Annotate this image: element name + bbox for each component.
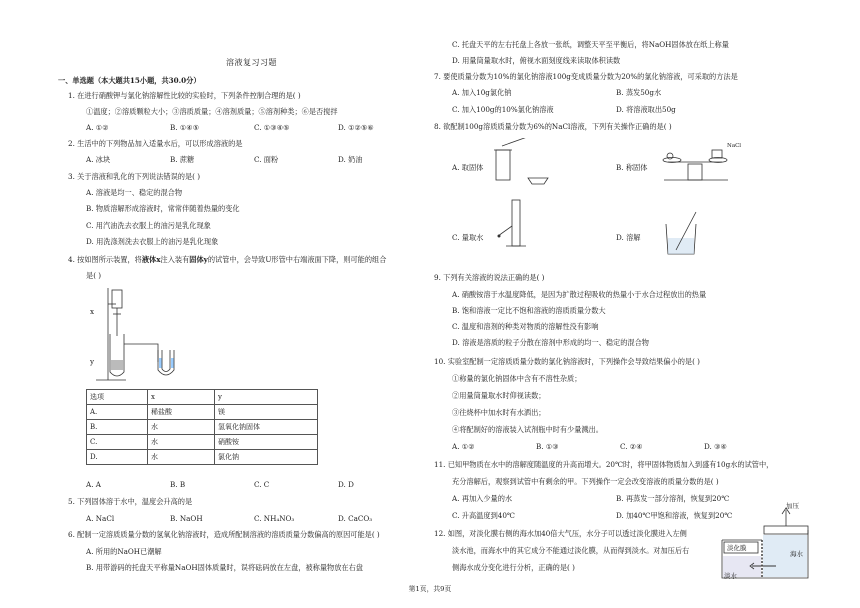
q3-option-d[interactable]: D. 用洗涤剂洗去衣服上的油污是乳化现象 — [86, 237, 219, 246]
q5-option-d[interactable]: D. CaCO₃ — [338, 514, 373, 523]
q11-option-a[interactable]: A. 再加入少量的水 — [452, 494, 513, 503]
q3-option-c[interactable]: C. 用汽油洗去衣服上的油污是乳化现象 — [86, 221, 211, 230]
q8-option-a[interactable]: A. 取固体 — [452, 163, 484, 172]
q4-stem — [68, 255, 386, 264]
label-pressure: 加压 — [786, 502, 799, 510]
table-row — [87, 450, 318, 465]
q4-label-y: y — [90, 357, 95, 366]
q1-stem: 1. 在进行硝酸钾与氯化钠溶解性比较的实验时，下列条件控制合理的是( ) — [68, 91, 301, 100]
q7-option-c[interactable]: C. 加入100g的10%氯化钠溶液 — [452, 105, 554, 114]
q12-stem: 12. 如图，对淡化膜右侧的海水加40倍大气压，水分子可以透过淡化膜进入左侧 — [434, 529, 687, 538]
measure-water-cylinder-figure — [496, 196, 546, 254]
q5-option-a[interactable]: A. NaCl — [86, 514, 115, 523]
q2-option-c[interactable]: C. 面粉 — [254, 155, 279, 164]
table-header-cell: x — [148, 390, 215, 405]
section-heading: 一、单选题（本大题共15小题，共30.0分） — [58, 76, 201, 85]
q1-option-c[interactable]: C. ①③④⑤ — [254, 123, 290, 132]
q2-stem: 2. 生活中的下列物品加入适量水后，可以形成溶液的是 — [68, 139, 243, 148]
q8-option-c[interactable]: C. 量取水 — [452, 233, 484, 242]
table-cell: 水 — [148, 450, 215, 465]
q3-option-b[interactable]: B. 物质溶解形成溶液时，常常伴随着热量的变化 — [86, 204, 240, 213]
q12-stem-line3: 侧海水成分变化进行分析，正确的是( ) — [452, 563, 575, 572]
nacl-label: NaCl — [727, 143, 742, 149]
u-tube-apparatus-figure — [86, 284, 216, 384]
q6-option-c[interactable]: C. 托盘天平的左右托盘上各放一张纸，调整天平至平衡后，将NaOH固体放在纸上称量 — [452, 40, 729, 49]
page-footer: 第1页，共9页 — [408, 585, 452, 593]
table-header-cell: 选项 — [87, 390, 148, 405]
q10-statement-3: ③往烧杯中加水时有水洒出； — [452, 408, 546, 417]
table-row — [87, 420, 318, 435]
page-title: 溶液复习习题 — [226, 58, 277, 67]
table-cell: 硝酸铵 — [215, 435, 318, 450]
q8-option-d[interactable]: D. 溶解 — [616, 233, 641, 242]
table-cell: 水 — [148, 435, 215, 450]
weigh-solid-balance-figure — [658, 140, 738, 188]
q4-option-a[interactable]: A. A — [86, 480, 101, 489]
q4-solid-y: 固体y — [189, 255, 208, 264]
q4-stem-pre: 4. 按如图所示装置，将 — [68, 255, 142, 264]
q10-statement-2: ②用量筒量取水时仰视读数； — [452, 391, 546, 400]
q11-stem-line2: 充分溶解后，观察到试管中有剩余的甲。下列操作一定会改变溶液的质量分数的是( ) — [452, 477, 719, 486]
q1-option-a[interactable]: A. ①② — [86, 123, 109, 132]
q4-option-d[interactable]: D. D — [338, 480, 354, 489]
table-cell: 氯化钠 — [215, 450, 318, 465]
q4-option-b[interactable]: B. B — [170, 480, 186, 489]
table-header-cell: y — [215, 390, 318, 405]
table-cell: 水 — [148, 420, 215, 435]
q9-option-c[interactable]: C. 温度和溶剂的种类对物质的溶解性没有影响 — [452, 322, 599, 331]
q2-option-d[interactable]: D. 奶油 — [338, 155, 363, 164]
table-cell: 镁 — [215, 405, 318, 420]
q11-stem: 11. 已知甲物质在水中的溶解度随温度的升高而增大。20℃时，将甲固体物质加入到盛有10g水的试管中， — [434, 460, 774, 469]
q10-option-a[interactable]: A. ①② — [452, 442, 475, 451]
q3-stem: 3. 关于溶液和乳化的下列说法错误的是( ) — [68, 172, 201, 181]
q6-option-b[interactable]: B. 用带游码的托盘天平称量NaOH固体质量时，误将砝码放在左盘，被称量物放在右盘 — [86, 563, 363, 572]
q4-liquid-x: 液体x — [141, 255, 161, 264]
q2-option-a[interactable]: A. 冰块 — [86, 155, 111, 164]
q4-label-x: x — [90, 307, 95, 316]
table-cell: 氢氧化钠固体 — [215, 420, 318, 435]
desalination-membrane-figure — [718, 500, 818, 580]
q9-stem: 9. 下列有关溶液的说法正确的是( ) — [434, 273, 545, 282]
table-cell: C. — [87, 435, 148, 450]
q10-statement-1: ①称量的氯化钠固体中含有不溶性杂质； — [452, 374, 582, 383]
label-fresh-water: 淡水 — [724, 572, 737, 580]
table-cell: A. — [87, 405, 148, 420]
q4-stem-line2: 是( ) — [86, 271, 102, 280]
q1-conditions: ①温度；②溶质颗粒大小；③溶质质量；④溶剂质量；⑤溶剂种类；⑥是否搅拌 — [86, 107, 338, 116]
q11-option-c[interactable]: C. 升高温度到40℃ — [452, 511, 515, 520]
q11-option-d[interactable]: D. 加40℃甲饱和溶液，恢复到20℃ — [616, 511, 733, 520]
table-row — [87, 405, 318, 420]
q12-stem-line2: 淡水池，而海水中的其它成分不能通过淡化膜，从而得到淡水。对加压后右 — [452, 546, 690, 555]
q7-stem: 7. 要使质量分数为10%的氯化钠溶液100g变成质量分数为20%的氯化钠溶液，可采取的方法是 — [434, 72, 738, 81]
q7-option-d[interactable]: D. 将溶液取出50g — [616, 105, 676, 114]
table-row — [87, 435, 318, 450]
take-solid-figure — [490, 138, 560, 188]
q9-option-d[interactable]: D. 溶液是溶质的粒子分散在溶剂中形成的均一、稳定的混合物 — [452, 338, 649, 347]
q6-option-d[interactable]: D. 用量筒量取水时，俯视水面刻度线来读取体积读数 — [452, 56, 621, 65]
q1-option-b[interactable]: B. ①④⑤ — [170, 123, 200, 132]
dissolve-beaker-figure — [660, 210, 710, 258]
q6-option-a[interactable]: A. 所用的NaOH已潮解 — [86, 547, 162, 556]
q2-option-b[interactable]: B. 蔗糖 — [170, 155, 195, 164]
q10-option-d[interactable]: D. ③④ — [704, 442, 727, 451]
q10-statement-4: ④将配制好的溶液装入试剂瓶中时有少量溅出。 — [452, 425, 603, 434]
q4-stem-post: 的试管中，会导致U形管中右端液面下降，则可能的组合 — [207, 255, 387, 264]
table-cell: D. — [87, 450, 148, 465]
table-cell: B. — [87, 420, 148, 435]
q4-options-table — [86, 389, 318, 465]
q10-option-c[interactable]: C. ②④ — [620, 442, 643, 451]
label-sea-water: 海水 — [790, 550, 803, 558]
q5-option-c[interactable]: C. NH₄NO₃ — [254, 514, 295, 523]
q4-stem-mid: 注入装有 — [160, 255, 190, 264]
q11-option-b[interactable]: B. 再蒸发一部分溶剂，恢复到20℃ — [616, 494, 730, 503]
q5-option-b[interactable]: B. NaOH — [170, 514, 203, 523]
q5-stem: 5. 下列固体溶于水中，温度会升高的是 — [68, 497, 193, 506]
q8-option-b[interactable]: B. 称固体 — [616, 163, 648, 172]
table-header-row — [87, 390, 318, 405]
q9-option-a[interactable]: A. 硝酸铵溶于水温度降低，是因为扩散过程吸收的热量小于水合过程放出的热量 — [452, 290, 707, 299]
q9-option-b[interactable]: B. 饱和溶液一定比不饱和溶液的溶质质量分数大 — [452, 306, 606, 315]
q3-option-a[interactable]: A. 溶液是均一、稳定的混合物 — [86, 188, 183, 197]
q1-option-d[interactable]: D. ①②⑤⑥ — [338, 123, 374, 132]
q10-stem: 10. 实验室配制一定溶质质量分数的氯化钠溶液时，下列操作会导致结果偏小的是( ) — [434, 357, 700, 366]
q7-option-b[interactable]: B. 蒸发50g水 — [616, 88, 662, 97]
q10-option-b[interactable]: B. ①③ — [536, 442, 559, 451]
q7-option-a[interactable]: A. 加入10g氯化钠 — [452, 88, 512, 97]
label-membrane: 淡化膜 — [727, 544, 747, 552]
q4-option-c[interactable]: C. C — [254, 480, 270, 489]
q8-stem: 8. 欲配制100g溶质质量分数为6%的NaCl溶液，下列有关操作正确的是( ) — [434, 122, 672, 131]
q6-stem: 6. 配制一定溶质质量分数的氢氧化钠溶液时，造成所配制溶液的溶质质量分数偏高的原因可能是( ) — [68, 530, 380, 539]
table-cell: 稀盐酸 — [148, 405, 215, 420]
